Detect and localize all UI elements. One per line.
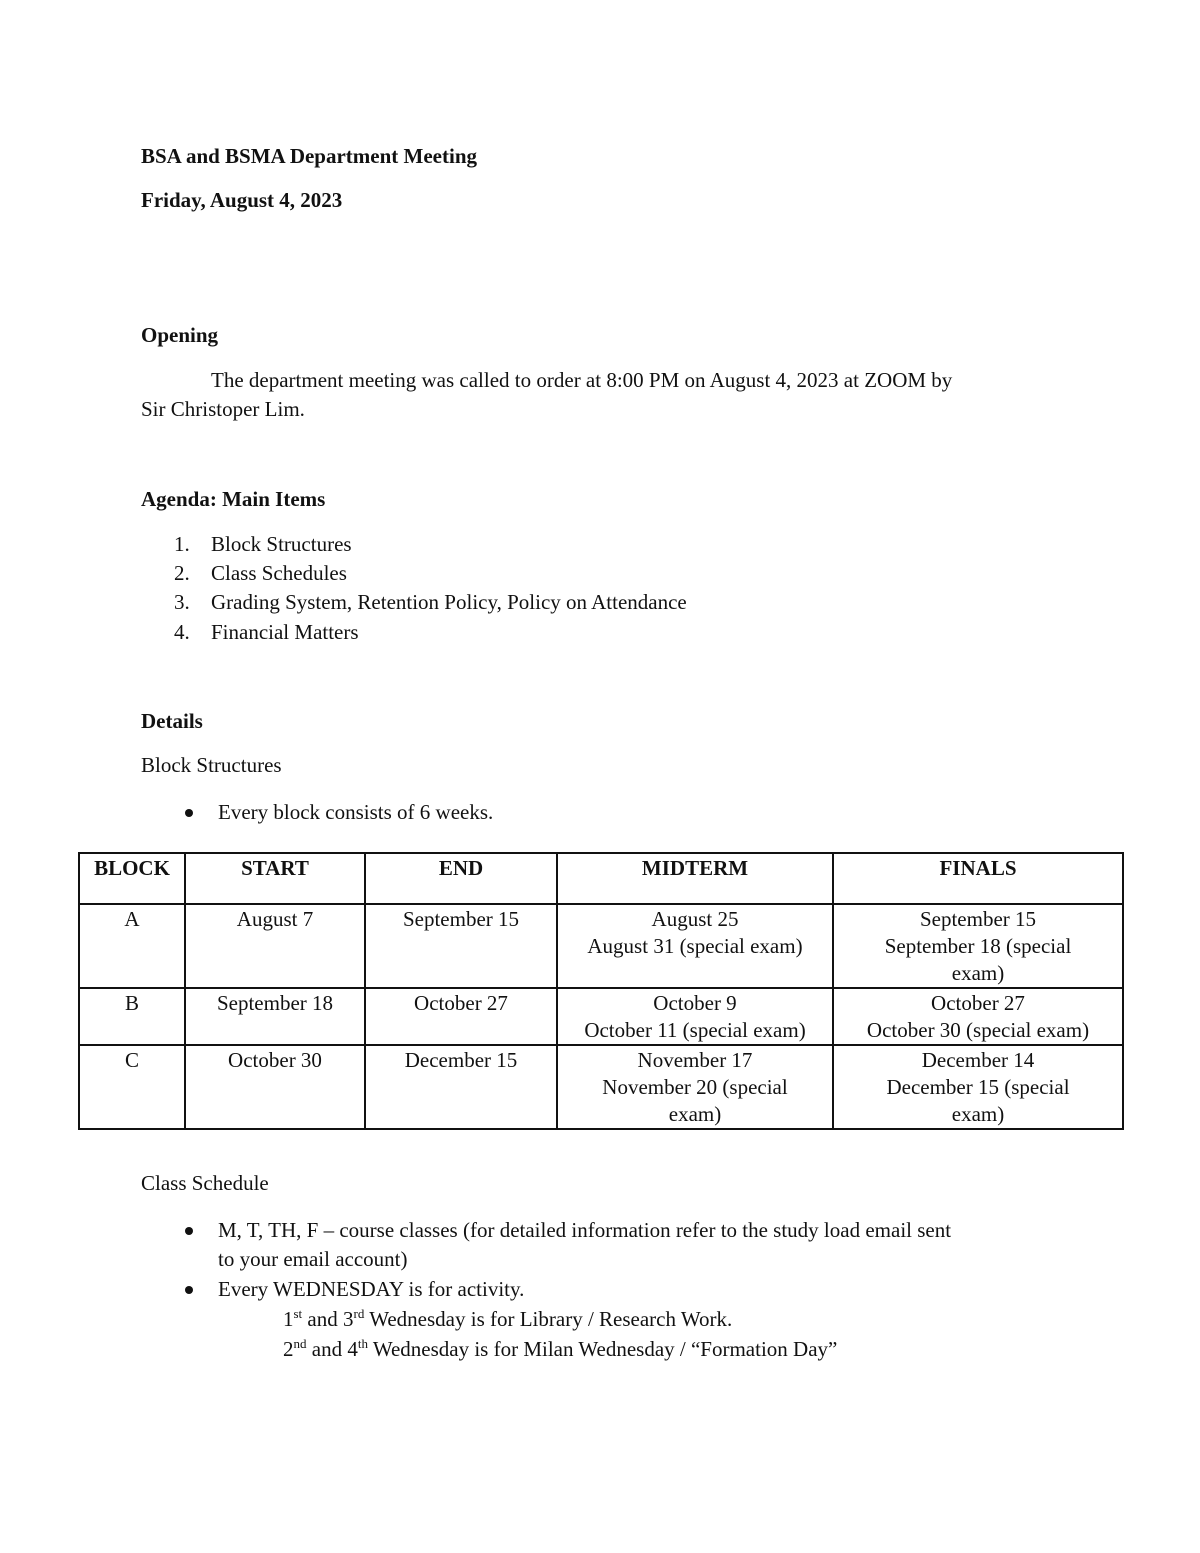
midterm-cell xyxy=(557,904,833,988)
midterm-line: October 11 (special exam) xyxy=(584,1018,806,1042)
table-row xyxy=(79,1045,1123,1129)
ordinal-suffix: st xyxy=(293,1306,303,1321)
agenda-item: Financial Matters xyxy=(211,620,359,644)
finals-line: October 27 xyxy=(931,991,1025,1015)
ordinal-number: and 3 xyxy=(302,1307,354,1331)
midterm-line: August 31 (special exam) xyxy=(587,934,803,958)
agenda-item-num: 1. xyxy=(174,532,190,556)
bullet-icon xyxy=(185,1227,193,1235)
block-weeks-bullet: Every block consists of 6 weeks. xyxy=(218,800,494,824)
ordinal-suffix: rd xyxy=(353,1306,365,1321)
opening-text-line1: The department meeting was called to order at 8:00 PM on August 4, 2023 at ZOOM by xyxy=(211,368,953,392)
finals-cell xyxy=(833,1045,1123,1129)
library-wednesday-line xyxy=(283,1305,732,1334)
ordinal-number: 1 xyxy=(283,1307,294,1331)
table-header-cell: END xyxy=(365,853,557,904)
start-cell: September 18 xyxy=(185,988,365,1045)
ordinal-number: and 4 xyxy=(306,1337,358,1361)
agenda-item: Block Structures xyxy=(211,532,352,556)
agenda-item-num: 4. xyxy=(174,620,190,644)
end-cell: December 15 xyxy=(365,1045,557,1129)
doc-date: Friday, August 4, 2023 xyxy=(141,188,343,212)
course-classes-bullet-line1: M, T, TH, F – course classes (for detailed information refer to the study load email sent xyxy=(218,1218,952,1242)
start-cell: August 7 xyxy=(185,904,365,988)
midterm-line: August 25 xyxy=(651,907,739,931)
block-cell: C xyxy=(79,1045,185,1129)
table-header-cell: FINALS xyxy=(833,853,1123,904)
block-schedule-table xyxy=(78,852,1124,1130)
midterm-cell xyxy=(557,1045,833,1129)
midterm-line: exam) xyxy=(668,1102,722,1126)
finals-line: September 15 xyxy=(919,907,1037,931)
midterm-cell xyxy=(557,988,833,1045)
table-header-cell: START xyxy=(185,853,365,904)
class-schedule-subheading: Class Schedule xyxy=(141,1171,269,1195)
end-cell: October 27 xyxy=(365,988,557,1045)
midterm-line: November 20 (special xyxy=(602,1075,788,1099)
table-header-row xyxy=(79,853,1123,904)
block-structures-subheading: Block Structures xyxy=(141,753,282,777)
table-row xyxy=(79,904,1123,988)
finals-line: December 15 (special xyxy=(886,1075,1070,1099)
library-wednesday-text: Wednesday is for Library / Research Work. xyxy=(364,1307,733,1331)
agenda-item: Grading System, Retention Policy, Policy on Attendance xyxy=(211,590,687,614)
midterm-line: November 17 xyxy=(637,1048,753,1072)
ordinal-suffix: nd xyxy=(293,1336,307,1351)
agenda-item-num: 3. xyxy=(174,590,190,614)
opening-heading: Opening xyxy=(141,323,219,347)
course-classes-bullet-line2: to your email account) xyxy=(218,1247,408,1271)
midterm-line: October 9 xyxy=(653,991,737,1015)
agenda-heading: Agenda: Main Items xyxy=(141,487,326,511)
block-cell: B xyxy=(79,988,185,1045)
ordinal-suffix: th xyxy=(357,1336,368,1351)
end-cell: September 15 xyxy=(365,904,557,988)
finals-cell xyxy=(833,904,1123,988)
wednesday-activity-bullet: Every WEDNESDAY is for activity. xyxy=(218,1277,525,1301)
finals-line: exam) xyxy=(951,961,1005,985)
finals-cell xyxy=(833,988,1123,1045)
doc-title: BSA and BSMA Department Meeting xyxy=(141,144,477,168)
bullet-icon xyxy=(185,1286,193,1294)
opening-text-line2: Sir Christoper Lim. xyxy=(141,397,305,421)
formation-day-line xyxy=(283,1335,837,1364)
finals-line: December 14 xyxy=(921,1048,1035,1072)
table-header-cell: BLOCK xyxy=(79,853,185,904)
finals-line: exam) xyxy=(951,1102,1005,1126)
agenda-item: Class Schedules xyxy=(211,561,347,585)
table-header-cell: MIDTERM xyxy=(557,853,833,904)
formation-day-text: Wednesday is for Milan Wednesday / “Formation Day” xyxy=(367,1337,838,1361)
finals-line: September 18 (special xyxy=(884,934,1072,958)
ordinal-number: 2 xyxy=(283,1337,294,1361)
table-row xyxy=(79,988,1123,1045)
finals-line: October 30 (special exam) xyxy=(866,1018,1090,1042)
agenda-item-num: 2. xyxy=(174,561,190,585)
block-cell: A xyxy=(79,904,185,988)
start-cell: October 30 xyxy=(185,1045,365,1129)
bullet-icon xyxy=(185,809,193,817)
details-heading: Details xyxy=(141,709,203,733)
